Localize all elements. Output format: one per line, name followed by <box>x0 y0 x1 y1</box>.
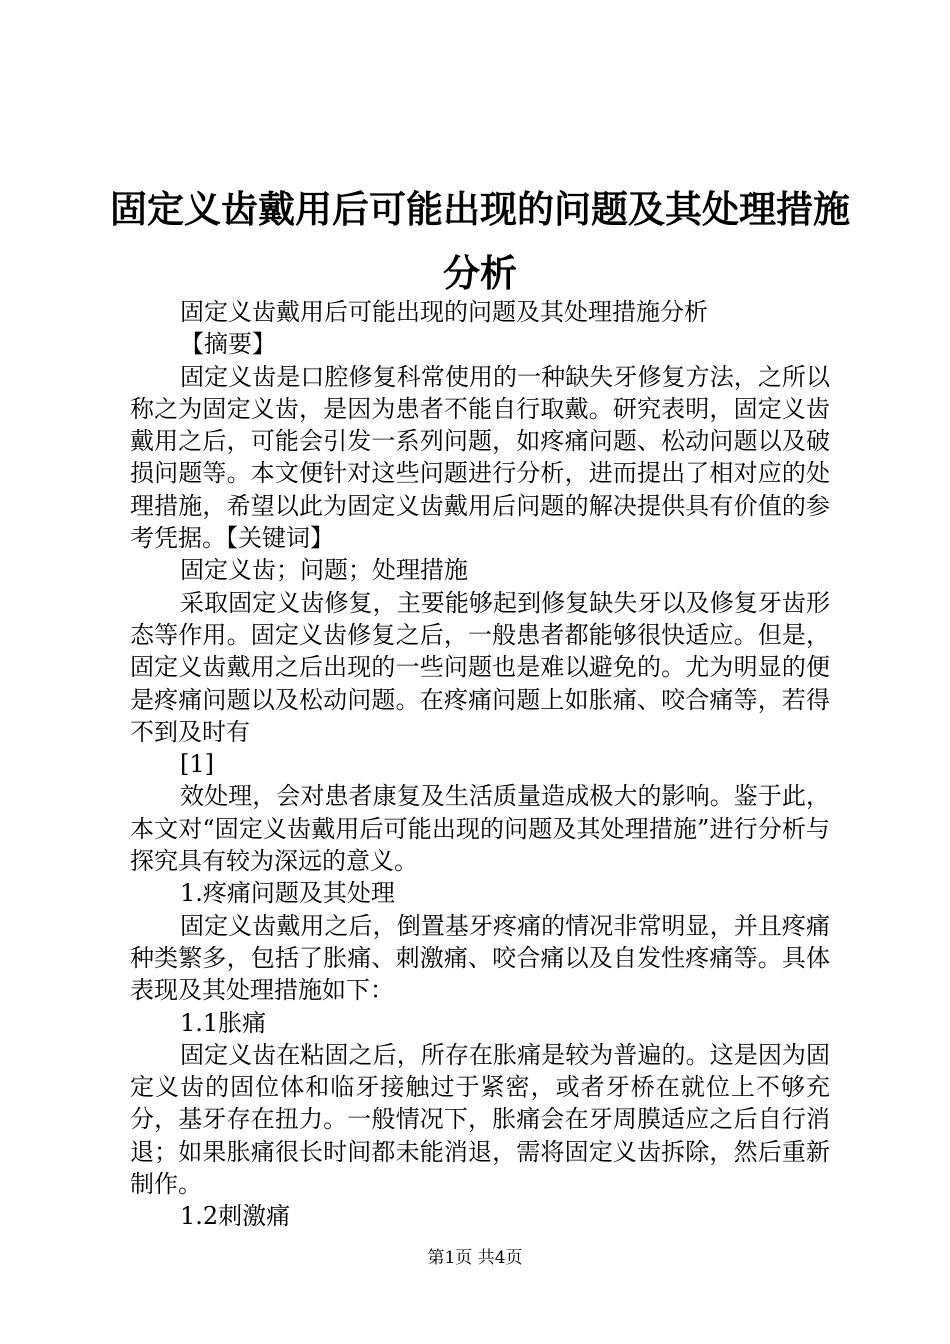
paragraph-section-1: 固定义齿戴用之后，倒置基牙疼痛的情况非常明显，并且疼痛种类繁多，包括了胀痛、刺激痛、咬合痛以及自发性疼痛等。具体表现及其处理措施如下： <box>130 911 830 1005</box>
section-heading-1: 1.疼痛问题及其处理 <box>180 879 395 908</box>
paragraph-citation: [1] <box>180 750 214 779</box>
page-footer: 第1页 共4页 <box>427 1248 523 1268</box>
paragraph-intro: 采取固定义齿修复，主要能够起到修复缺失牙以及修复牙齿形态等作用。固定义齿修复之后，一般患者都能够很快适应。但是，固定义齿戴用之后出现的一些问题也是难以避免的。尤为明显的便是疼痛问题以及松动问题。在疼痛问题上如胀痛、咬合痛等，若得不到及时有 <box>130 588 830 746</box>
document-body <box>130 296 830 1233</box>
paragraph-section-1-1: 固定义齿在粘固之后，所存在胀痛是较为普遍的。这是因为固定义齿的固位体和临牙接触过于紧密，或者牙桥在就位上不够充分，基牙存在扭力。一般情况下，胀痛会在牙周膜适应之后自行消退；如果胀痛很长时间都未能消退，需将固定义齿拆除，然后重新制作。 <box>130 1040 830 1199</box>
paragraph-keywords: 固定义齿；问题；处理措施 <box>180 556 468 585</box>
paragraph-intro-continued: 效处理，会对患者康复及生活质量造成极大的影响。鉴于此，本文对“固定义齿戴用后可能出现的问题及其处理措施”进行分析与探究具有较为深远的意义。 <box>130 782 830 876</box>
paragraph-abstract: 固定义齿是口腔修复科常使用的一种缺失牙修复方法，之所以称之为固定义齿，是因为患者不能自行取戴。研究表明，固定义齿戴用之后，可能会引发一系列问题，如疼痛问题、松动问题以及破损问题等。本文便针对这些问题进行分析，进而提出了相对应的处理措施，希望以此为固定义齿戴用后问题的解决提供具有价值的参考凭据。【关键词】 <box>130 362 830 553</box>
document-title: 固定义齿戴用后可能出现的问题及其处理措施分析 <box>110 188 850 295</box>
section-heading-1-1: 1.1胀痛 <box>180 1008 267 1037</box>
paragraph-subtitle: 固定义齿戴用后可能出现的问题及其处理措施分析 <box>180 298 708 326</box>
section-heading-1-2: 1.2刺激痛 <box>180 1202 291 1231</box>
paragraph-abstract-heading: 【摘要】 <box>180 330 276 359</box>
